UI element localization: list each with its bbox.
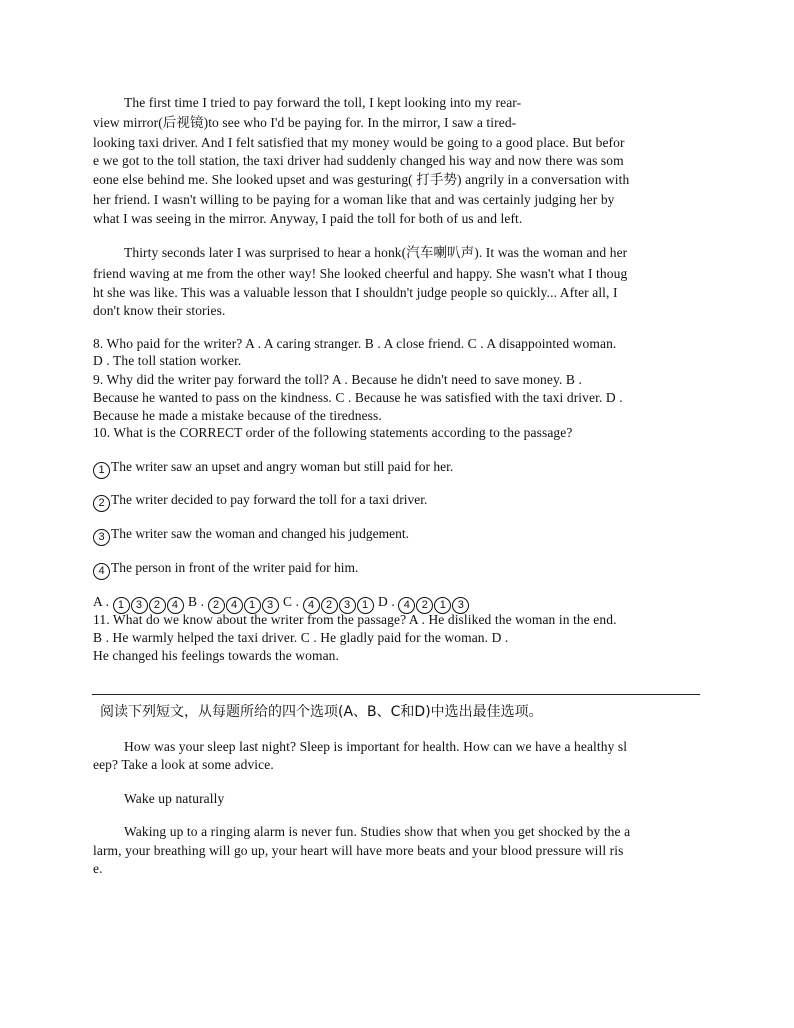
option-letter: C . [279, 594, 303, 609]
passage-line: How was your sleep last night? Sleep is important for health. How can we have a healthy sl [124, 739, 628, 754]
statement-item [93, 491, 427, 512]
passage-line: Waking up to a ringing alarm is never fun. Studies show that when you get shocked by the a [124, 824, 631, 839]
circled-number: 4 [226, 597, 243, 614]
circled-number: 4 [303, 597, 320, 614]
statement-text: The writer decided to pay forward the toll for a taxi driver. [111, 492, 428, 507]
circled-number: 3 [452, 597, 469, 614]
option-letter: B . [184, 594, 208, 609]
passage-line: eone else behind me. She looked upset and was gesturing( 打手势) angrily in a conversation with [93, 172, 630, 187]
statement-text: The writer saw an upset and angry woman but still paid for her. [111, 459, 454, 474]
circled-number: 3 [339, 597, 356, 614]
passage-line: friend waving at me from the other way! She looked cheerful and happy. She wasn't what I thoug [93, 266, 628, 281]
passage-line: Thirty seconds later I was surprised to hear a honk(汽车喇叭声). It was the woman and her [124, 245, 628, 260]
question-11-line: B . He warmly helped the taxi driver. C . He gladly paid for the woman. D . [93, 630, 509, 645]
question-11-line: He changed his feelings towards the woman. [93, 648, 340, 663]
statement-item [93, 458, 453, 479]
circled-number: 4 [93, 563, 110, 580]
circled-number: 1 [244, 597, 261, 614]
subheading: Wake up naturally [124, 791, 225, 806]
circled-number: 1 [434, 597, 451, 614]
circled-number: 2 [321, 597, 338, 614]
statement-text: The writer saw the woman and changed his judgement. [111, 526, 410, 541]
passage-line: looking taxi driver. And I felt satisfied that my money would be going to a good place. But befor [93, 135, 625, 150]
circled-number: 1 [357, 597, 374, 614]
passage-line: The first time I tried to pay forward the toll, I kept looking into my rear- [124, 95, 522, 110]
circled-number: 4 [167, 597, 184, 614]
circled-number: 4 [398, 597, 415, 614]
circled-number: 3 [262, 597, 279, 614]
question-9: 9. Why did the writer pay forward the toll? A . Because he didn't need to save money. B . [93, 372, 582, 387]
question-9-options: Because he wanted to pass on the kindness. C . Because he was satisfied with the taxi driver. D . [93, 390, 623, 405]
passage-line: don't know their stories. [93, 303, 226, 318]
statement-item [93, 559, 358, 580]
circled-number: 2 [208, 597, 225, 614]
question-8-option-d: D . The toll station worker. [93, 353, 242, 368]
question-10: 10. What is the CORRECT order of the following statements according to the passage? [93, 425, 573, 440]
passage-line: what I was seeing in the mirror. Anyway, I paid the toll for both of us and left. [93, 211, 523, 226]
statement-text: The person in front of the writer paid for him. [111, 560, 359, 575]
circled-number: 2 [93, 495, 110, 512]
question-9-options: Because he made a mistake because of the tiredness. [93, 408, 382, 423]
circled-number: 3 [93, 529, 110, 546]
passage-line: eep? Take a look at some advice. [93, 757, 274, 772]
question-11-line: 11. What do we know about the writer from the passage? A . He disliked the woman in the end. [93, 612, 617, 627]
circled-number: 1 [113, 597, 130, 614]
passage-line: e. [93, 861, 103, 876]
option-letter: A . [93, 594, 113, 609]
statement-item [93, 525, 409, 546]
passage-line: e we got to the toll station, the taxi driver had suddenly changed his way and now there was som [93, 153, 624, 168]
circled-number: 1 [93, 462, 110, 479]
circled-number: 2 [416, 597, 433, 614]
section-divider [92, 694, 700, 695]
passage-line: view mirror(后视镜)to see who I'd be paying for. In the mirror, I saw a tired- [93, 115, 517, 130]
passage-line: ht she was like. This was a valuable lesson that I shouldn't judge people so quickly... After all, I [93, 285, 618, 300]
passage-line: larm, your breathing will go up, your heart will have more beats and your blood pressure will ris [93, 843, 624, 858]
section-heading: 阅读下列短文，从每题所给的四个选项(A、B、C和D)中选出最佳选项。 [100, 704, 543, 720]
question-8: 8. Who paid for the writer? A . A caring stranger. B . A close friend. C . A disappointed woman. [93, 336, 617, 351]
passage-line: her friend. I wasn't willing to be paying for a woman like that and was certainly judging her by [93, 192, 615, 207]
circled-number: 3 [131, 597, 148, 614]
circled-number: 2 [149, 597, 166, 614]
option-letter: D . [374, 594, 399, 609]
